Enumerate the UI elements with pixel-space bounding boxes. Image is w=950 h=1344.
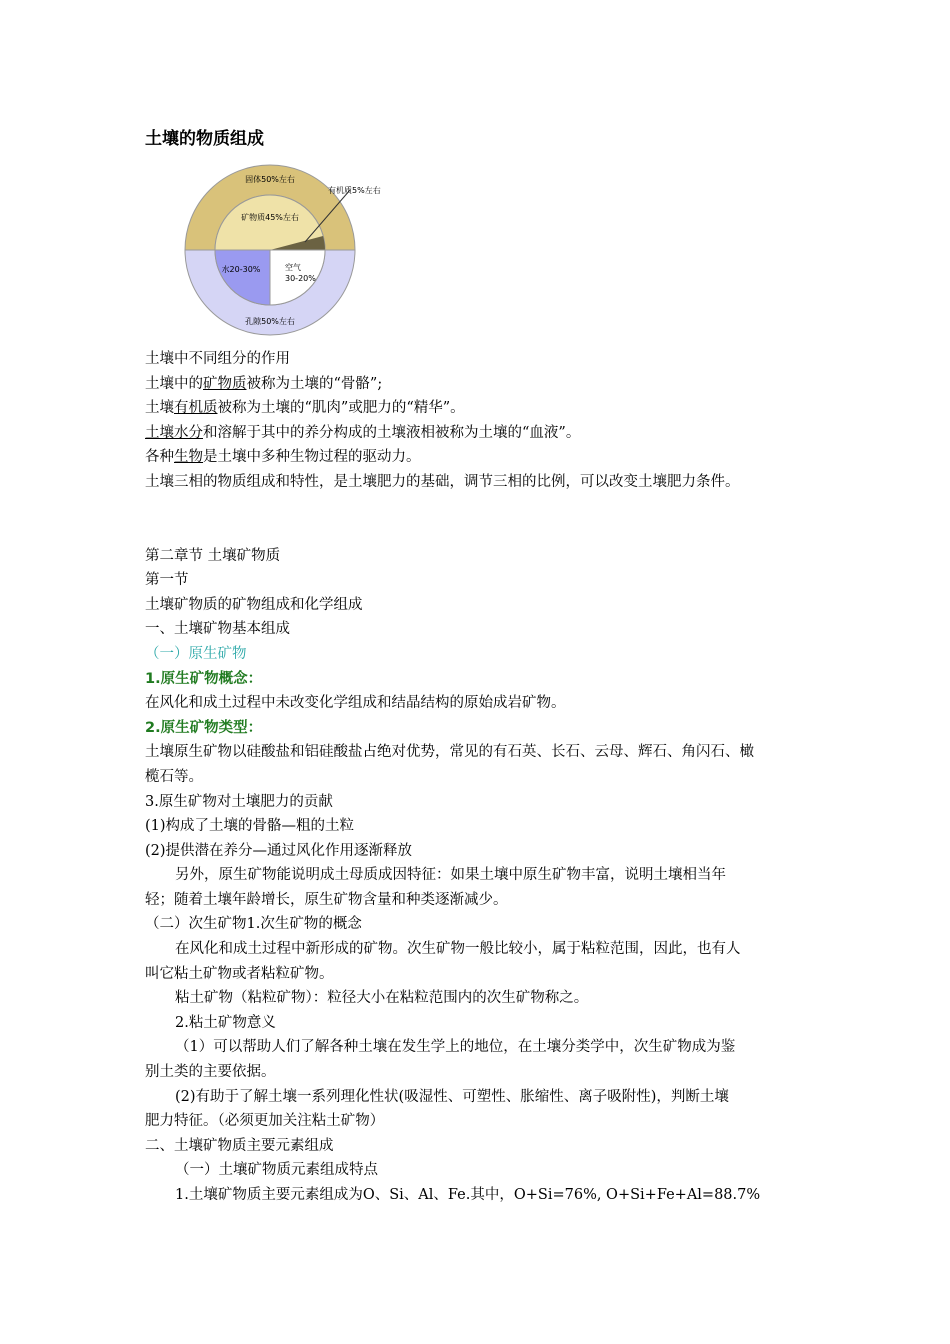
paragraph: 土壤原生矿物以硅酸盐和铝硅酸盐占绝对优势，常见的有石英、长石、云母、辉石、角闪石、橄	[145, 744, 754, 761]
page-title: 土壤的物质组成	[145, 129, 264, 149]
paragraph: 土壤中不同组分的作用	[145, 351, 290, 367]
soil-composition-diagram	[145, 160, 395, 350]
heading-2: 二、土壤矿物质主要元素组成	[145, 1137, 334, 1154]
list-item: (1)构成了土壤的骨骼—粗的土粒	[145, 818, 355, 835]
heading-concept: 1.原生矿物概念：	[145, 670, 263, 687]
heading-1: 一、土壤矿物基本组成	[145, 621, 290, 638]
heading-element-features: （一）土壤矿物质元素组成特点	[175, 1162, 378, 1179]
paragraph: 土壤水分和溶解于其中的养分构成的土壤液相被称为土壤的“血液”。	[145, 424, 581, 441]
list-item: (2)提供潜在养分—通过风化作用逐渐释放	[145, 842, 413, 859]
paragraph: 各种生物是土壤中多种生物过程的驱动力。	[145, 449, 421, 466]
section-subtitle: 土壤矿物质的矿物组成和化学组成	[145, 596, 363, 613]
paragraph: 粘土矿物（粘粒矿物）：粒径大小在粘粒范围内的次生矿物称之。	[175, 990, 589, 1007]
paragraph: 叫它粘土矿物或者粘粒矿物。	[145, 965, 334, 982]
paragraph: 1.土壤矿物质主要元素组成为O、Si、Al、Fe.其中，O+Si=76%, O+Si+Fe+Al=88.7%	[175, 1187, 761, 1203]
air-label-1: 空气	[285, 263, 301, 272]
heading-types: 2.原生矿物类型：	[145, 719, 263, 736]
paragraph: 土壤中的矿物质被称为土壤的“骨骼”;	[145, 375, 383, 392]
pore-label: 孔隙50%左右	[245, 317, 295, 326]
air-label-2: 30-20%	[285, 274, 316, 283]
paragraph: 轻；随着土壤年龄增长，原生矿物含量和种类逐渐减少。	[145, 891, 508, 908]
paragraph: 在风化和成土过程中新形成的矿物。次生矿物一般比较小，属于粘粒范围，因此，也有人	[175, 941, 741, 958]
spacer	[145, 495, 815, 544]
solid-label: 固体50%左右	[245, 175, 295, 184]
mineral-label: 矿物质45%左右	[241, 213, 299, 222]
heading-significance: 2.粘土矿物意义	[175, 1014, 276, 1031]
paragraph: 榄石等。	[145, 768, 203, 785]
paragraph: 肥力特征。（必须更加关注粘土矿物）	[145, 1113, 385, 1130]
paragraph: 土壤三相的物质组成和特性，是土壤肥力的基础，调节三相的比例，可以改变土壤肥力条件。	[145, 473, 740, 490]
heading-secondary-minerals: （二）次生矿物1.次生矿物的概念	[145, 916, 362, 933]
paragraph: 在风化和成土过程中未改变化学组成和结晶结构的原始成岩矿物。	[145, 695, 566, 712]
body-text	[145, 347, 815, 1208]
chapter-heading: 第二章节 土壤矿物质	[145, 547, 281, 564]
paragraph: （1）可以帮助人们了解各种土壤在发生学上的地位，在土壤分类学中，次生矿物成为鉴	[175, 1039, 736, 1056]
heading-contribution: 3.原生矿物对土壤肥力的贡献	[145, 793, 333, 810]
soil-composition-svg	[145, 160, 395, 350]
paragraph: 土壤有机质被称为土壤的“肌肉”或肥力的“精华”。	[145, 400, 465, 417]
section-heading: 第一节	[145, 572, 189, 589]
paragraph: (2)有助于了解土壤一系列理化性状(吸湿性、可塑性、胀缩性、离子吸附性)，判断土壤	[175, 1088, 729, 1105]
organic-label: 有机质5%左右	[328, 186, 381, 195]
water-label: 水20-30%	[221, 265, 261, 274]
paragraph: 别土类的主要依据。	[145, 1064, 276, 1081]
heading-primary-minerals: （一）原生矿物	[145, 645, 247, 662]
paragraph: 另外，原生矿物能说明成土母质成因特征：如果土壤中原生矿物丰富，说明土壤相当年	[175, 867, 726, 884]
